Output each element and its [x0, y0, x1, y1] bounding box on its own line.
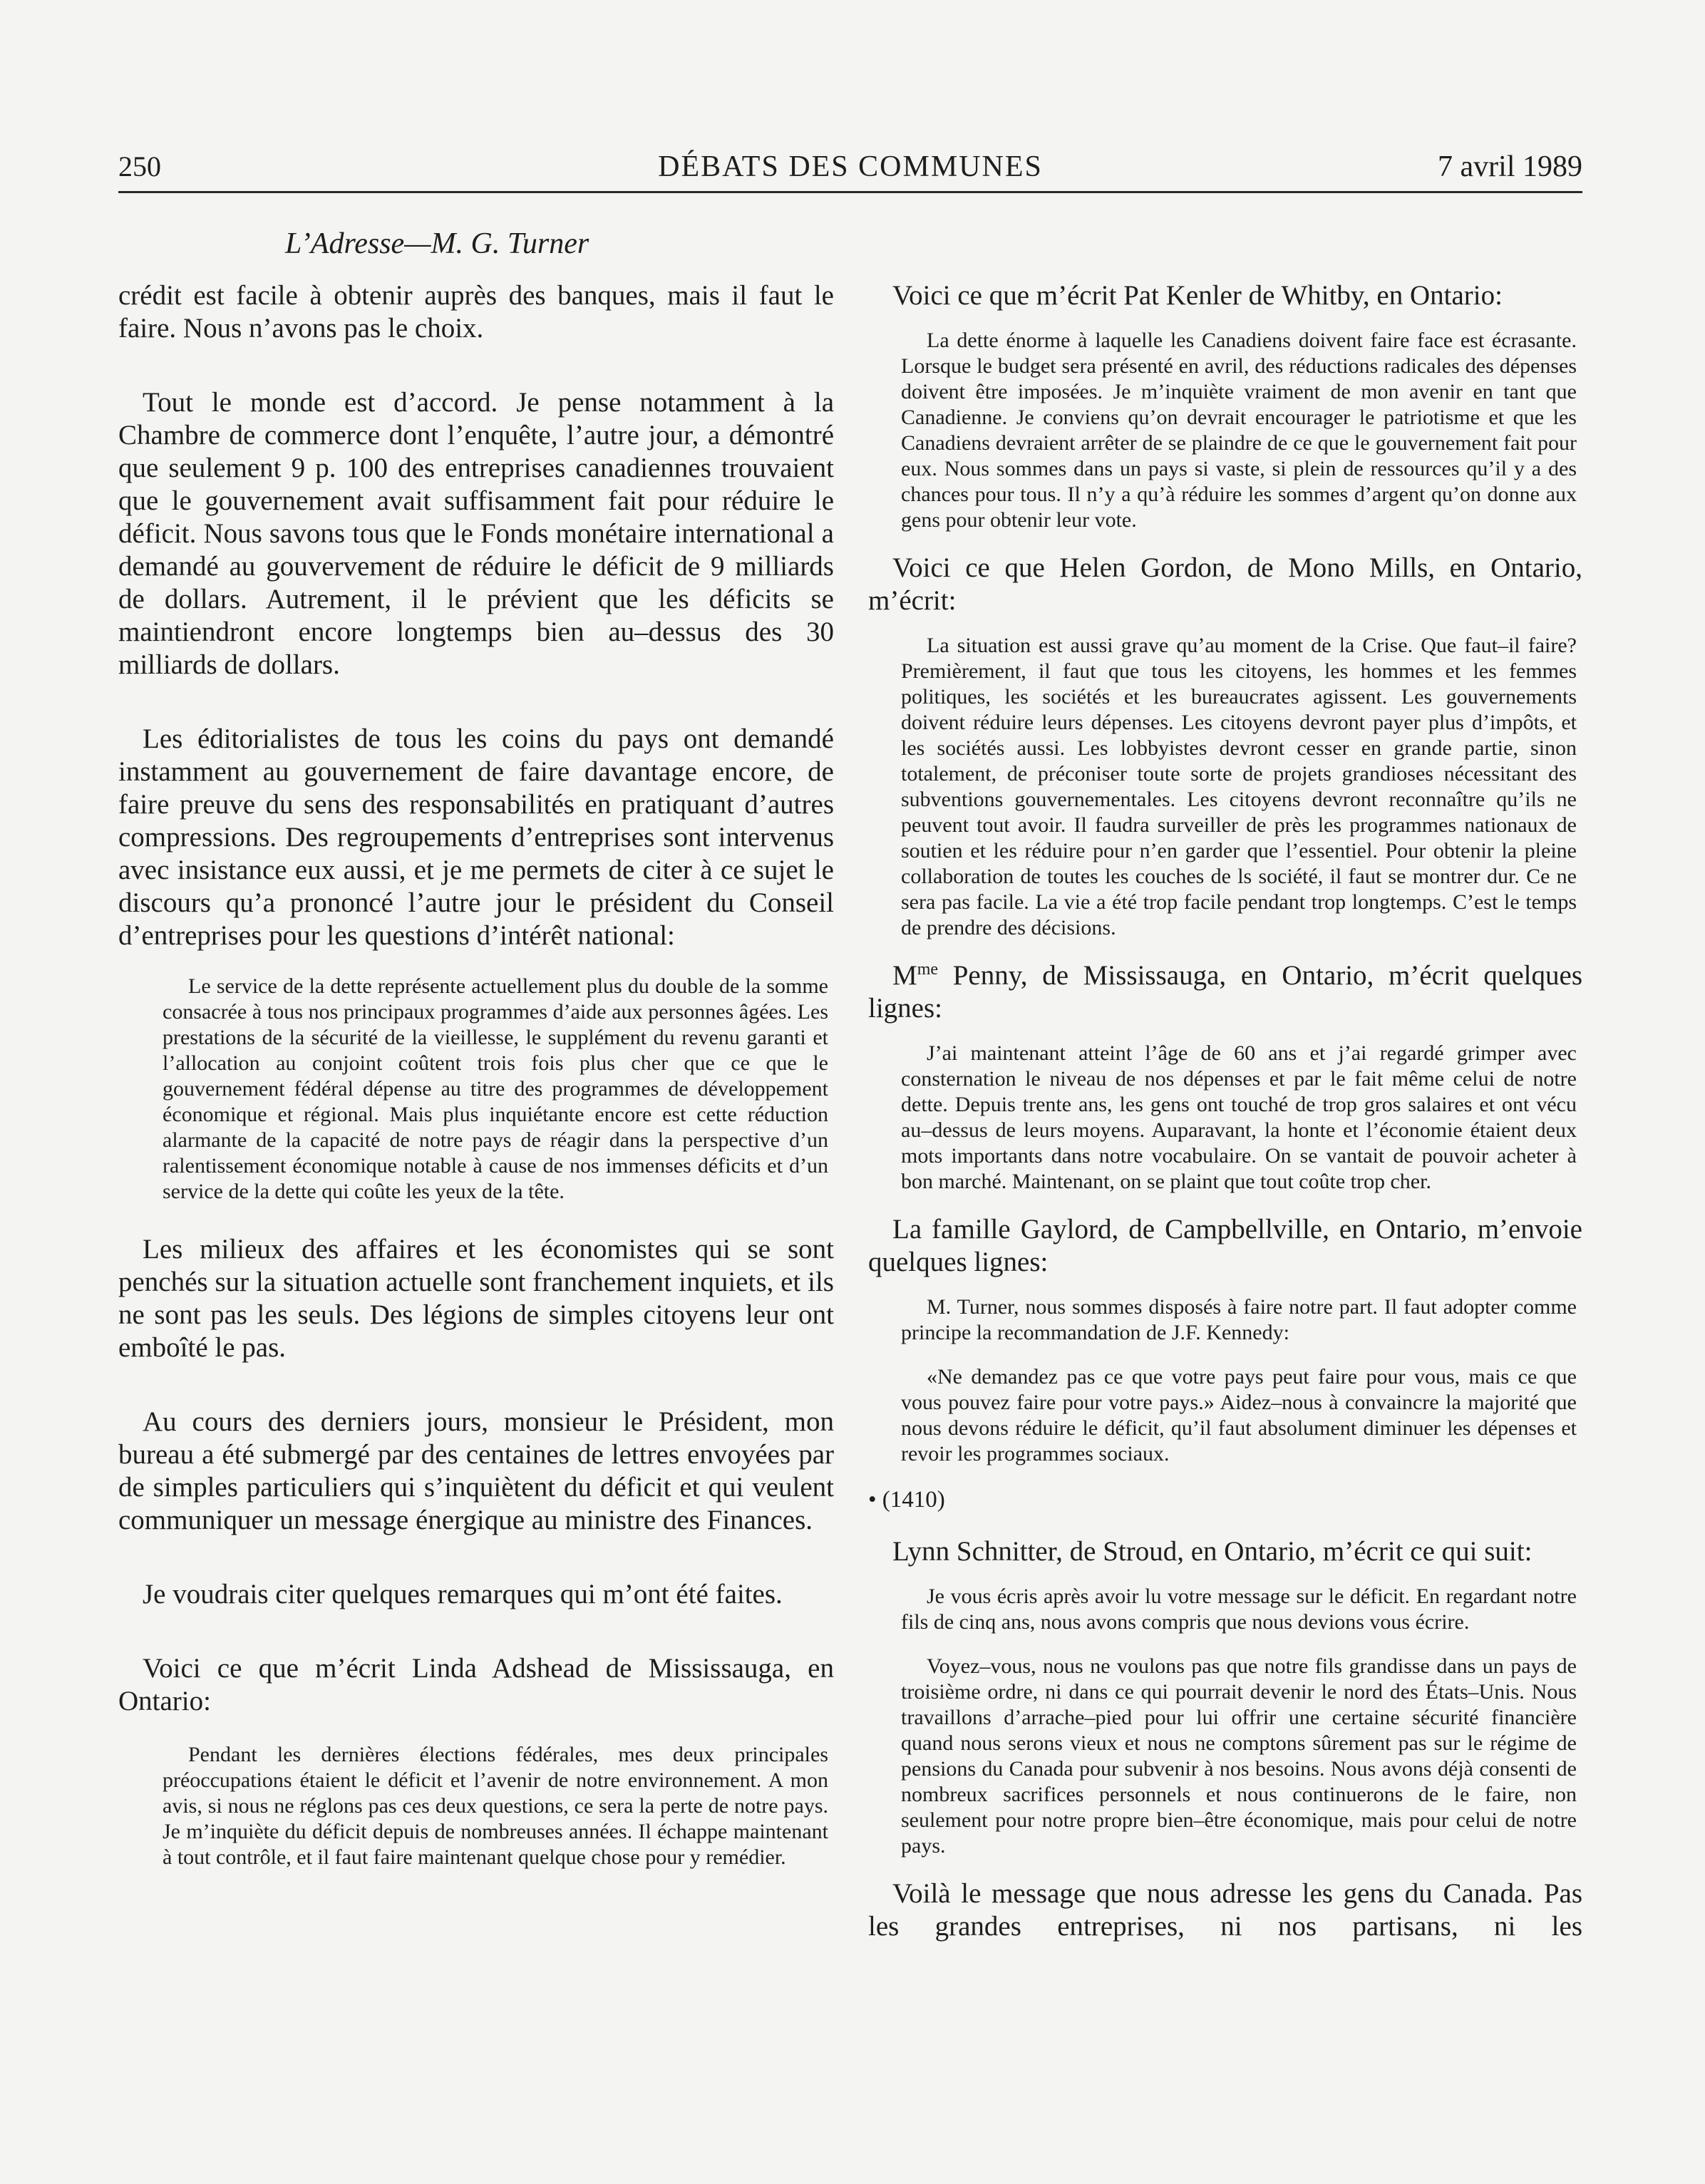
running-head: L’Adresse—M. G. Turner — [285, 227, 589, 260]
paragraph: Lynn Schnitter, de Stroud, en Ontario, m’écrit ce qui suit: — [892, 1536, 1533, 1567]
paragraph: Voici ce que m’écrit Pat Kenler de Whitby, en Ontario: — [892, 280, 1503, 311]
paragraph: Tout le monde est d’accord. Je pense notamment à la Chambre de commerce dont l’enquête, l’autre jour, a démontré que seulement 9 p. 100 des entreprises canadiennes trouvaient que le gouvernement avait suffisamment fait pour réduire le déficit. Nous savons tous que le Fonds monétaire international a demandé au gouvervement de réduire le déficit de 9 milliards de dollars. Autrement, il le prévient que les déficits se maintiendront encore longtemps bien au–dessus des 30 milliards de dollars. — [118, 387, 834, 680]
paragraph-text: Penny, de Mississauga, en Ontario, m’écrit quelques lignes: — [868, 960, 1582, 1024]
paragraph: Les éditorialistes de tous les coins du pays ont demandé instamment au gouvernement de faire davantage encore, de faire preuve du sens des responsabilités en pratiquant d’autres compressions. Des regroupements d’entreprises sont intervenus avec insistance eux aussi, et je me permets de citer à ce sujet le discours qu’a prononcé l’autre jour le président du Conseil d’entreprises pour les questions d’intérêt national: — [118, 723, 834, 951]
paragraph: Au cours des derniers jours, monsieur le Président, mon bureau a été submergé par des centaines de lettres envoyées par de simples particuliers qui s’inquiètent du déficit et qui veulent communiquer un message énergique au ministre des Finances. — [118, 1406, 834, 1535]
honorific-prefix: M — [892, 960, 917, 991]
publication-date: 7 avril 1989 — [1438, 150, 1582, 183]
block-quote: Je vous écris après avoir lu votre message sur le déficit. En regardant notre fils de cinq ans, nous avons compris que nous devions vous écrire. — [901, 1585, 1577, 1634]
block-quote: Le service de la dette représente actuellement plus du double de la somme consacrée à tous nos principaux programmes d’aide aux personnes âgées. Les prestations de la sécurité de la vieillesse, le supplément du revenu garanti et l’allocation au conjoint coûtent trois fois plus cher que ce que le gouvernement fédéral dépense au titre des programmes de développement économique et régional. Mais plus inquiétante encore est cette réduction alarmante de la capacité de notre pays de réagir dans la perspective d’un ralentissement économique notable à cause de nos immenses déficits et d’un service de la dette qui coûte les yeux de la tête. — [163, 974, 828, 1203]
page-header — [118, 148, 1582, 193]
block-quote: La situation est aussi grave qu’au moment de la Crise. Que faut–il faire? Premièrement, il faut que tous les citoyens, les hommes et les femmes politiques, les sociétés et les bureaucrates agissent. Les gouvernements doivent réduire leurs dépenses. Les citoyens devront payer plus d’impôts, et les sociétés aussi. Les lobbyistes devront cesser en grande partie, sinon totalement, de préconiser toute sorte de projets grandioses nécessitant des subventions gouvernementales. Les citoyens devront reconnaître qu’ils ne peuvent tout avoir. Il faudra surveiller de près les programmes nationaux de soutien et les réduire pour n’en garder que l’essentiel. Pour obtenir la pleine collaboration de toutes les couches de ls société, il faut se montrer dur. Ce ne sera pas facile. La vie a été trop facile pendant trop longtemps. C’est le temps de prendre des décisions. — [901, 634, 1577, 939]
paragraph: crédit est facile à obtenir auprès des banques, mais il faut le faire. Nous n’avons pas le choix. — [118, 280, 834, 344]
block-quote: M. Turner, nous sommes disposés à faire notre part. Il faut adopter comme principe la recommandation de J.F. Kennedy: — [901, 1295, 1577, 1344]
page-number: 250 — [118, 150, 161, 182]
paragraph: Voici ce que Helen Gordon, de Mono Mills, en Ontario, m’écrit: — [868, 552, 1582, 616]
publication-title: DÉBATS DES COMMUNES — [658, 150, 1043, 183]
block-quote: «Ne demandez pas ce que votre pays peut faire pour vous, mais ce que vous pouvez faire pour votre pays.» Aidez–nous à convaincre la majorité que nous devons réduire le déficit, qu’il faut absolument diminuer les dépenses et revoir les programmes sociaux. — [901, 1365, 1577, 1466]
paragraph: Voici ce que m’écrit Linda Adshead de Mississauga, en Ontario: — [118, 1653, 834, 1716]
right-column — [868, 279, 1582, 1943]
block-quote: La dette énorme à laquelle les Canadiens doivent faire face est écrasante. Lorsque le budget sera présenté en avril, des réductions radicales des dépenses doivent être imposées. Je m’inquiète vraiment de mon avenir en tant que Canadienne. Je conviens qu’on devrait encourager le patriotisme et que les Canadiens devraient arrêter de se plaindre de ce que le gouvernement fait pour eux. Nous sommes dans un pays si vaste, si plein de ressources qu’il y a des chances pour tous. Il n’y a qu’à réduire les sommes d’argent qu’on donne aux gens pour obtenir leur vote. — [901, 329, 1577, 532]
block-quote: J’ai maintenant atteint l’âge de 60 ans et j’ai regardé grimper avec consternation le niveau de nos dépenses et par le fait même celui de notre dette. Depuis trente ans, les gens ont touché de trop gros salaires et ont vécu au–dessus de leurs moyens. Auparavant, la honte et l’économie étaient deux mots importants dans notre vocabulaire. On se vantait de pouvoir acheter à bon marché. Maintenant, on se plaint que tout coûte trop cher. — [901, 1041, 1577, 1193]
honorific-superscript: me — [917, 960, 939, 979]
left-column — [118, 279, 834, 1889]
block-quote: Pendant les dernières élections fédérales, mes deux principales préoccupations étaient le déficit et l’avenir de notre environnement. A mon avis, si nous ne réglons pas ces deux questions, ce sera la perte de notre pays. Je m’inquiète du déficit depuis de nombreuses années. Il échappe maintenant à tout contrôle, et il faut faire maintenant quelque chose pour y remédier. — [163, 1743, 828, 1869]
paragraph: Voilà le message que nous adresse les gens du Canada. Pas les grandes entreprises, ni nos partisans, ni les — [868, 1878, 1582, 1942]
block-quote: Voyez–vous, nous ne voulons pas que notre fils grandisse dans un pays de troisième ordre, ni dans ce qui pourrait devenir le nord des États–Unis. Nous travaillons d’arrache–pied pour lui offrir une certaine sécurité financière quand nous serons vieux et nous ne comptons sûrement pas sur le régime de pensions du Canada pour subvenir à nos besoins. Nous avons déjà consenti de nombreux sacrifices personnels et nous continuerons de le faire, non seulement pour notre propre bien–être économique, mais pour celui de notre pays. — [901, 1654, 1577, 1858]
paragraph: Je voudrais citer quelques remarques qui m’ont été faites. — [143, 1579, 783, 1609]
paragraph — [868, 959, 1582, 1025]
paragraph: La famille Gaylord, de Campbellville, en Ontario, m’envoie quelques lignes: — [868, 1214, 1582, 1277]
paragraph: Les milieux des affaires et les économistes qui se sont penchés sur la situation actuelle sont franchement inquiets, et ils ne sont pas les seuls. Des légions de simples citoyens leur ont emboîté le pas. — [118, 1234, 834, 1363]
time-marker: • (1410) — [868, 1487, 945, 1513]
